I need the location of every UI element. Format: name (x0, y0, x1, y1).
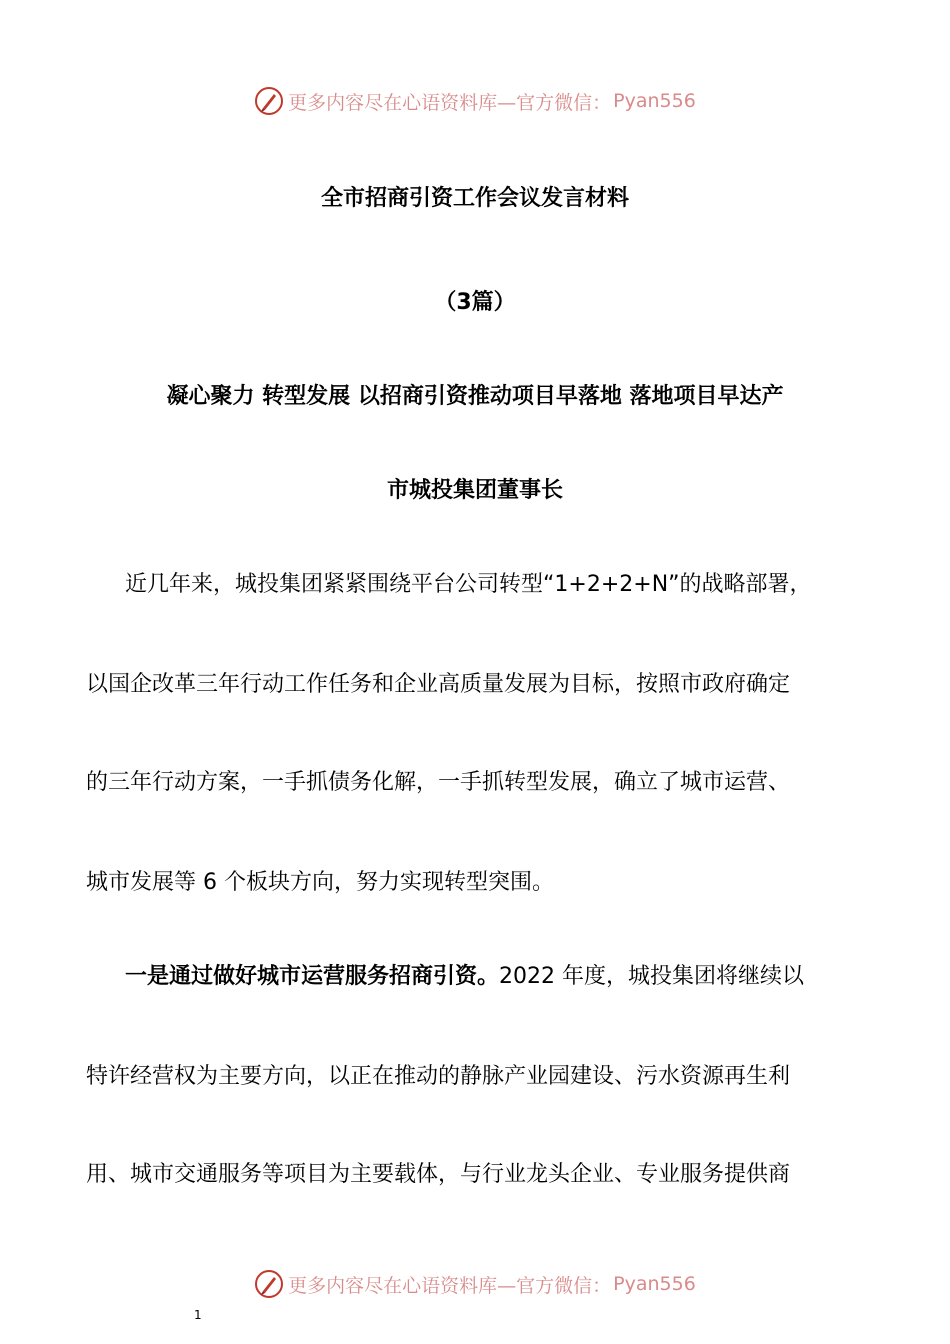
page-number: 1 (194, 1308, 202, 1322)
section-heading: 凝心聚力 转型发展 以招商引资推动项目早落地 落地项目早达产 (166, 384, 784, 409)
paragraph-1-line-4: 城市发展等 6 个板块方向，努力实现转型突围。 (86, 870, 554, 895)
quill-pen-icon (254, 1269, 284, 1299)
watermark-wechat-id: Pyan556 (613, 90, 696, 112)
paragraph-1-line-1: 近几年来，城投集团紧紧围绕平台公司转型“1+2+2+N”的战略部署， (125, 572, 812, 597)
watermark-header (0, 86, 950, 116)
quill-pen-icon (254, 86, 284, 116)
watermark-footer (0, 1269, 950, 1299)
paragraph-2-first-rest: 2022 年度，城投集团将继续以 (499, 964, 804, 989)
document-title: 全市招商引资工作会议发言材料 (320, 186, 629, 211)
watermark-wechat-id: Pyan556 (613, 1273, 696, 1295)
author-line: 市城投集团董事长 (386, 478, 563, 503)
paragraph-1-line-2: 以国企改革三年行动工作任务和企业高质量发展为目标，按照市政府确定 (86, 672, 791, 697)
document-subtitle: （3篇） (434, 290, 516, 315)
paragraph-1-line-3: 的三年行动方案，一手抓债务化解，一手抓转型发展，确立了城市运营、 (86, 770, 791, 795)
paragraph-2-lead: 一是通过做好城市运营服务招商引资。 (125, 964, 500, 989)
paragraph-2-line-2: 特许经营权为主要方向，以正在推动的静脉产业园建设、污水资源再生利 (86, 1064, 791, 1089)
watermark-text: 更多内容尽在心语资料库—官方微信： (288, 91, 612, 114)
paragraph-2-line-1 (125, 962, 885, 992)
paragraph-2-line-3: 用、城市交通服务等项目为主要载体，与行业龙头企业、专业服务提供商 (86, 1162, 791, 1187)
watermark-text: 更多内容尽在心语资料库—官方微信： (288, 1274, 612, 1297)
